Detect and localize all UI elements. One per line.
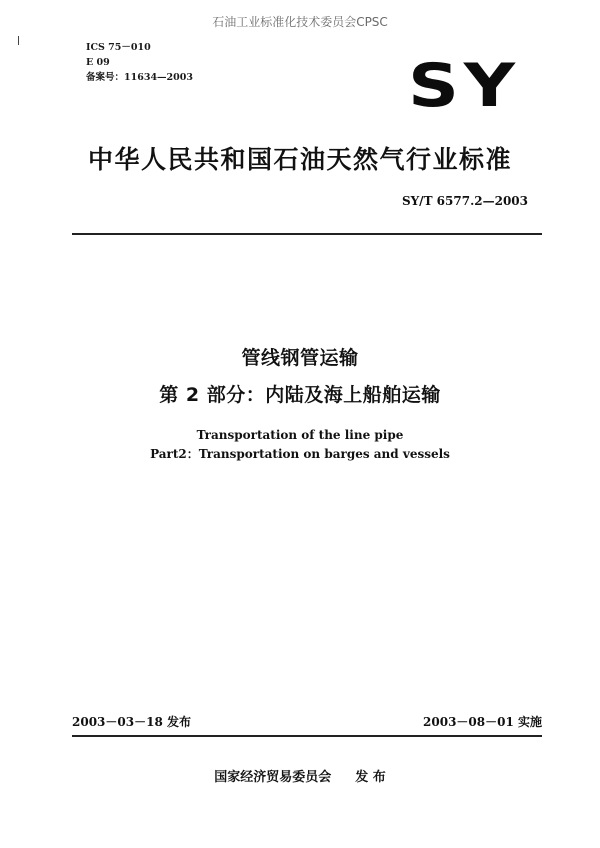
classification-code: E 09 (86, 57, 110, 68)
issue-date: 2003－03－18 发布 (72, 715, 191, 729)
filing-number: 备案号：11634—2003 (86, 72, 193, 83)
sy-logo: SY (408, 51, 520, 121)
title-cn-line2: 第 2 部分：内陆及海上船舶运输 (159, 384, 441, 406)
title-en-line1: Transportation of the line pipe (196, 428, 404, 442)
standard-title: 中华人民共和国石油天然气行业标准 (87, 145, 512, 174)
title-en-line2: Part2：Transportation on barges and vessels (150, 447, 450, 461)
top-divider (72, 233, 542, 235)
issuer-action: 发 布 (355, 770, 386, 785)
standard-number: SY/T 6577.2—2003 (401, 194, 528, 208)
issuer-line (0, 766, 600, 785)
bottom-divider (72, 735, 542, 737)
implementation-date: 2003－08－01 实施 (423, 715, 542, 729)
title-cn-line1: 管线钢管运输 (241, 347, 359, 369)
issuer-name: 国家经济贸易委员会 (214, 770, 332, 785)
margin-mark (18, 36, 19, 45)
watermark-text: 石油工业标准化技术委员会CPSC (212, 15, 388, 29)
ics-code: ICS 75－010 (86, 42, 151, 53)
